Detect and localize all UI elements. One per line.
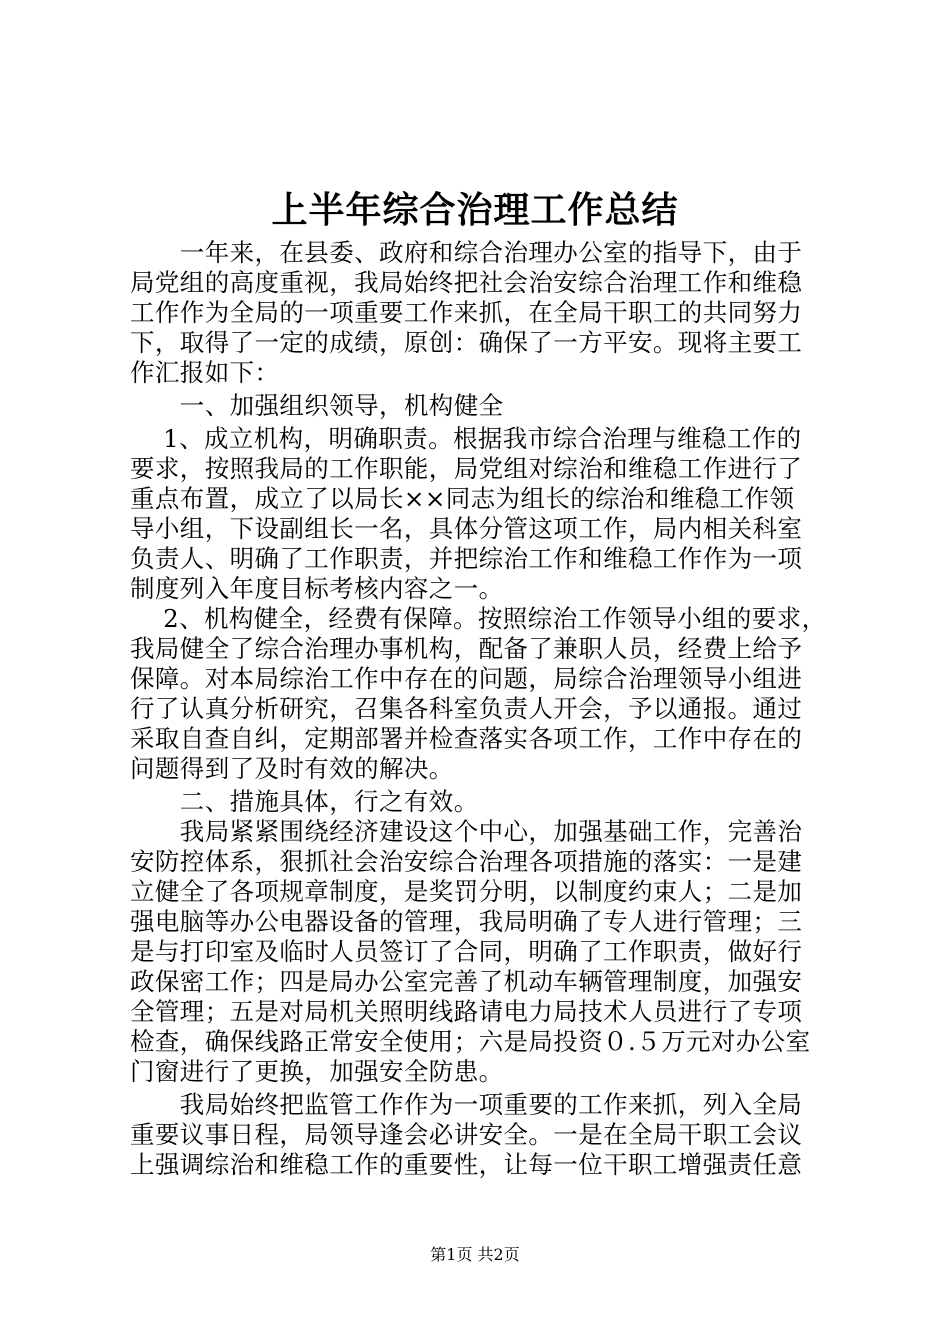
body-line: 2、机构健全，经费有保障。按照综治工作领导小组的要求， xyxy=(130,604,827,633)
body-line: 政保密工作；四是局办公室完善了机动车辆管理制度，加强安 xyxy=(130,967,803,996)
body-line: 采取自查自纠，定期部署并检查落实各项工作，工作中存在的 xyxy=(130,724,803,753)
body-line: 工作作为全局的一项重要工作来抓，在全局干职工的共同努力 xyxy=(130,298,803,327)
body-line: 检查，确保线路正常安全使用；六是局投资０.５万元对办公室 xyxy=(130,1027,811,1056)
body-line: 上强调综治和维稳工作的重要性，让每一位干职工增强责任意 xyxy=(130,1150,803,1179)
body-line: 强电脑等办公电器设备的管理，我局明确了专人进行管理；三 xyxy=(130,907,803,936)
body-line: 制度列入年度目标考核内容之一。 xyxy=(130,574,504,603)
body-line: 是与打印室及临时人员签订了合同，明确了工作职责，做好行 xyxy=(130,937,803,966)
body-line: 一年来，在县委、政府和综合治理办公室的指导下，由于 xyxy=(130,238,803,267)
body-line: 问题得到了及时有效的解决。 xyxy=(130,754,454,783)
section-heading: 二、措施具体，行之有效。 xyxy=(130,787,479,816)
body-line: 我局紧紧围绕经济建设这个中心，加强基础工作，完善治 xyxy=(130,817,803,846)
body-line: 安防控体系，狠抓社会治安综合治理各项措施的落实：一是建 xyxy=(130,847,803,876)
body-line: 我局健全了综合治理办事机构，配备了兼职人员，经费上给予 xyxy=(130,634,803,663)
section-heading: 一、加强组织领导，机构健全 xyxy=(130,391,504,420)
document-title: 上半年综合治理工作总结 xyxy=(271,189,679,231)
body-line: 作汇报如下： xyxy=(130,358,280,387)
body-line: 行了认真分析研究，召集各科室负责人开会，予以通报。通过 xyxy=(130,694,803,723)
page-number: 第1页 共2页 xyxy=(430,1245,520,1264)
body-line: 导小组，下设副组长一名，具体分管这项工作，局内相关科室 xyxy=(130,514,803,543)
body-line: 局党组的高度重视，我局始终把社会治安综合治理工作和维稳 xyxy=(130,268,803,297)
body-line: 要求，按照我局的工作职能，局党组对综治和维稳工作进行了 xyxy=(130,454,803,483)
body-line: 立健全了各项规章制度，是奖罚分明，以制度约束人；二是加 xyxy=(130,877,803,906)
body-line: 负责人、明确了工作职责，并把综治工作和维稳工作作为一项 xyxy=(130,544,803,573)
body-line: 保障。对本局综治工作中存在的问题，局综合治理领导小组进 xyxy=(130,664,803,693)
body-line: 1、成立机构，明确职责。根据我市综合治理与维稳工作的 xyxy=(130,424,802,453)
body-line: 重点布置，成立了以局长××同志为组长的综治和维稳工作领 xyxy=(130,484,795,513)
body-line: 门窗进行了更换，加强安全防患。 xyxy=(130,1057,504,1086)
body-line: 全管理；五是对局机关照明线路请电力局技术人员进行了专项 xyxy=(130,997,803,1026)
body-line: 下，取得了一定的成绩，原创：确保了一方平安。现将主要工 xyxy=(130,328,803,357)
body-line: 我局始终把监管工作作为一项重要的工作来抓，列入全局 xyxy=(130,1090,803,1119)
body-line: 重要议事日程，局领导逢会必讲安全。一是在全局干职工会议 xyxy=(130,1120,803,1149)
